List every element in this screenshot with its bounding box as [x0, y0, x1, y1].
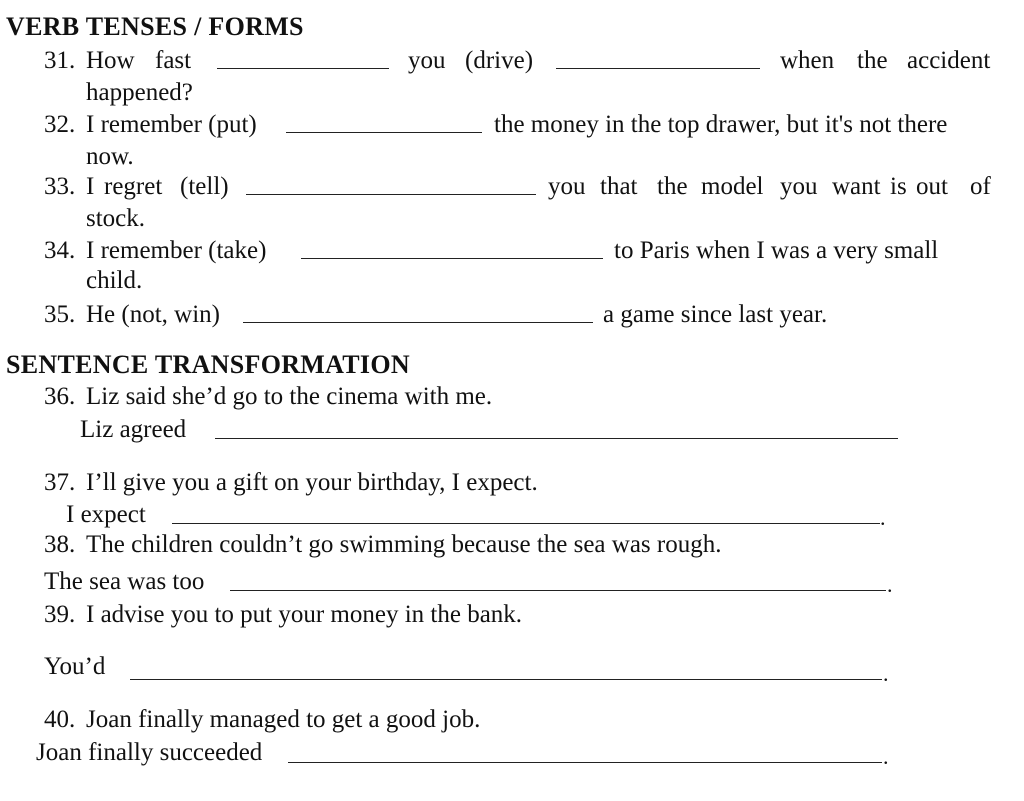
question-text: I advise you to put your money in the bank. [86, 601, 523, 628]
full-stop: . [880, 505, 886, 530]
question-number: 31. [44, 47, 76, 74]
answer-blank[interactable] [172, 523, 880, 524]
question-text: He (not, win) [86, 301, 220, 328]
full-stop: . [887, 572, 893, 597]
question-text: regret [104, 173, 163, 200]
question-number: 36. [44, 383, 76, 410]
answer-blank[interactable] [217, 68, 389, 69]
question-text: The children couldn’t go swimming because the sea was rough. [86, 531, 722, 558]
question-text: I remember (put) [86, 111, 257, 138]
full-stop: . [883, 661, 889, 686]
question-text: stock. [86, 205, 146, 232]
question-text: of [970, 173, 991, 200]
question-text: you [780, 173, 818, 200]
question-text: How [86, 47, 135, 74]
section-title-sentence-transformation: SENTENCE TRANSFORMATION [6, 350, 410, 379]
question-text: now. [86, 143, 134, 170]
question-text: out [916, 173, 948, 200]
question-number: 37. [44, 469, 76, 496]
question-text: want [832, 173, 881, 200]
question-text: when [780, 47, 835, 74]
prompt-text: The sea was too [44, 568, 205, 595]
full-stop: . [883, 744, 889, 769]
answer-blank[interactable] [215, 438, 898, 439]
answer-blank[interactable] [556, 68, 760, 69]
prompt-text: I expect [66, 501, 146, 528]
question-text: Liz said she’d go to the cinema with me. [86, 383, 493, 410]
prompt-text: You’d [44, 653, 106, 680]
question-text: model [701, 173, 764, 200]
question-number: 40. [44, 706, 76, 733]
question-text: that [600, 173, 638, 200]
question-text: fast [155, 47, 192, 74]
question-number: 33. [44, 173, 76, 200]
answer-blank[interactable] [286, 132, 482, 133]
answer-blank[interactable] [301, 258, 603, 259]
answer-blank[interactable] [230, 590, 886, 591]
prompt-text: Joan finally succeeded [36, 739, 263, 766]
section-title-verb-forms: VERB TENSES / FORMS [6, 12, 304, 41]
question-text: I’ll give you a gift on your birthday, I expect. [86, 469, 538, 496]
question-text: (tell) [180, 173, 229, 200]
question-text: the [857, 47, 888, 74]
question-text: (drive) [465, 47, 534, 74]
question-number: 39. [44, 601, 76, 628]
question-number: 38. [44, 531, 76, 558]
answer-blank[interactable] [288, 762, 882, 763]
question-text: a game since last year. [603, 301, 828, 328]
answer-blank[interactable] [130, 679, 882, 680]
question-text: to Paris when I was a very small [614, 237, 939, 264]
answer-blank[interactable] [246, 194, 536, 195]
question-text: you [548, 173, 586, 200]
question-text: Joan finally managed to get a good job. [86, 706, 481, 733]
question-text: I remember (take) [86, 237, 267, 264]
answer-blank[interactable] [243, 322, 593, 323]
question-text: I [86, 173, 95, 200]
question-text: you [408, 47, 446, 74]
question-text: the [657, 173, 688, 200]
question-number: 35. [44, 301, 76, 328]
question-text: the money in the top drawer, but it's not there [494, 111, 948, 138]
question-text: is [890, 173, 907, 200]
question-text: child. [86, 267, 143, 294]
question-number: 32. [44, 111, 76, 138]
prompt-text: Liz agreed [80, 416, 187, 443]
question-text: happened? [86, 79, 193, 106]
question-text: accident [907, 47, 991, 74]
question-number: 34. [44, 237, 76, 264]
